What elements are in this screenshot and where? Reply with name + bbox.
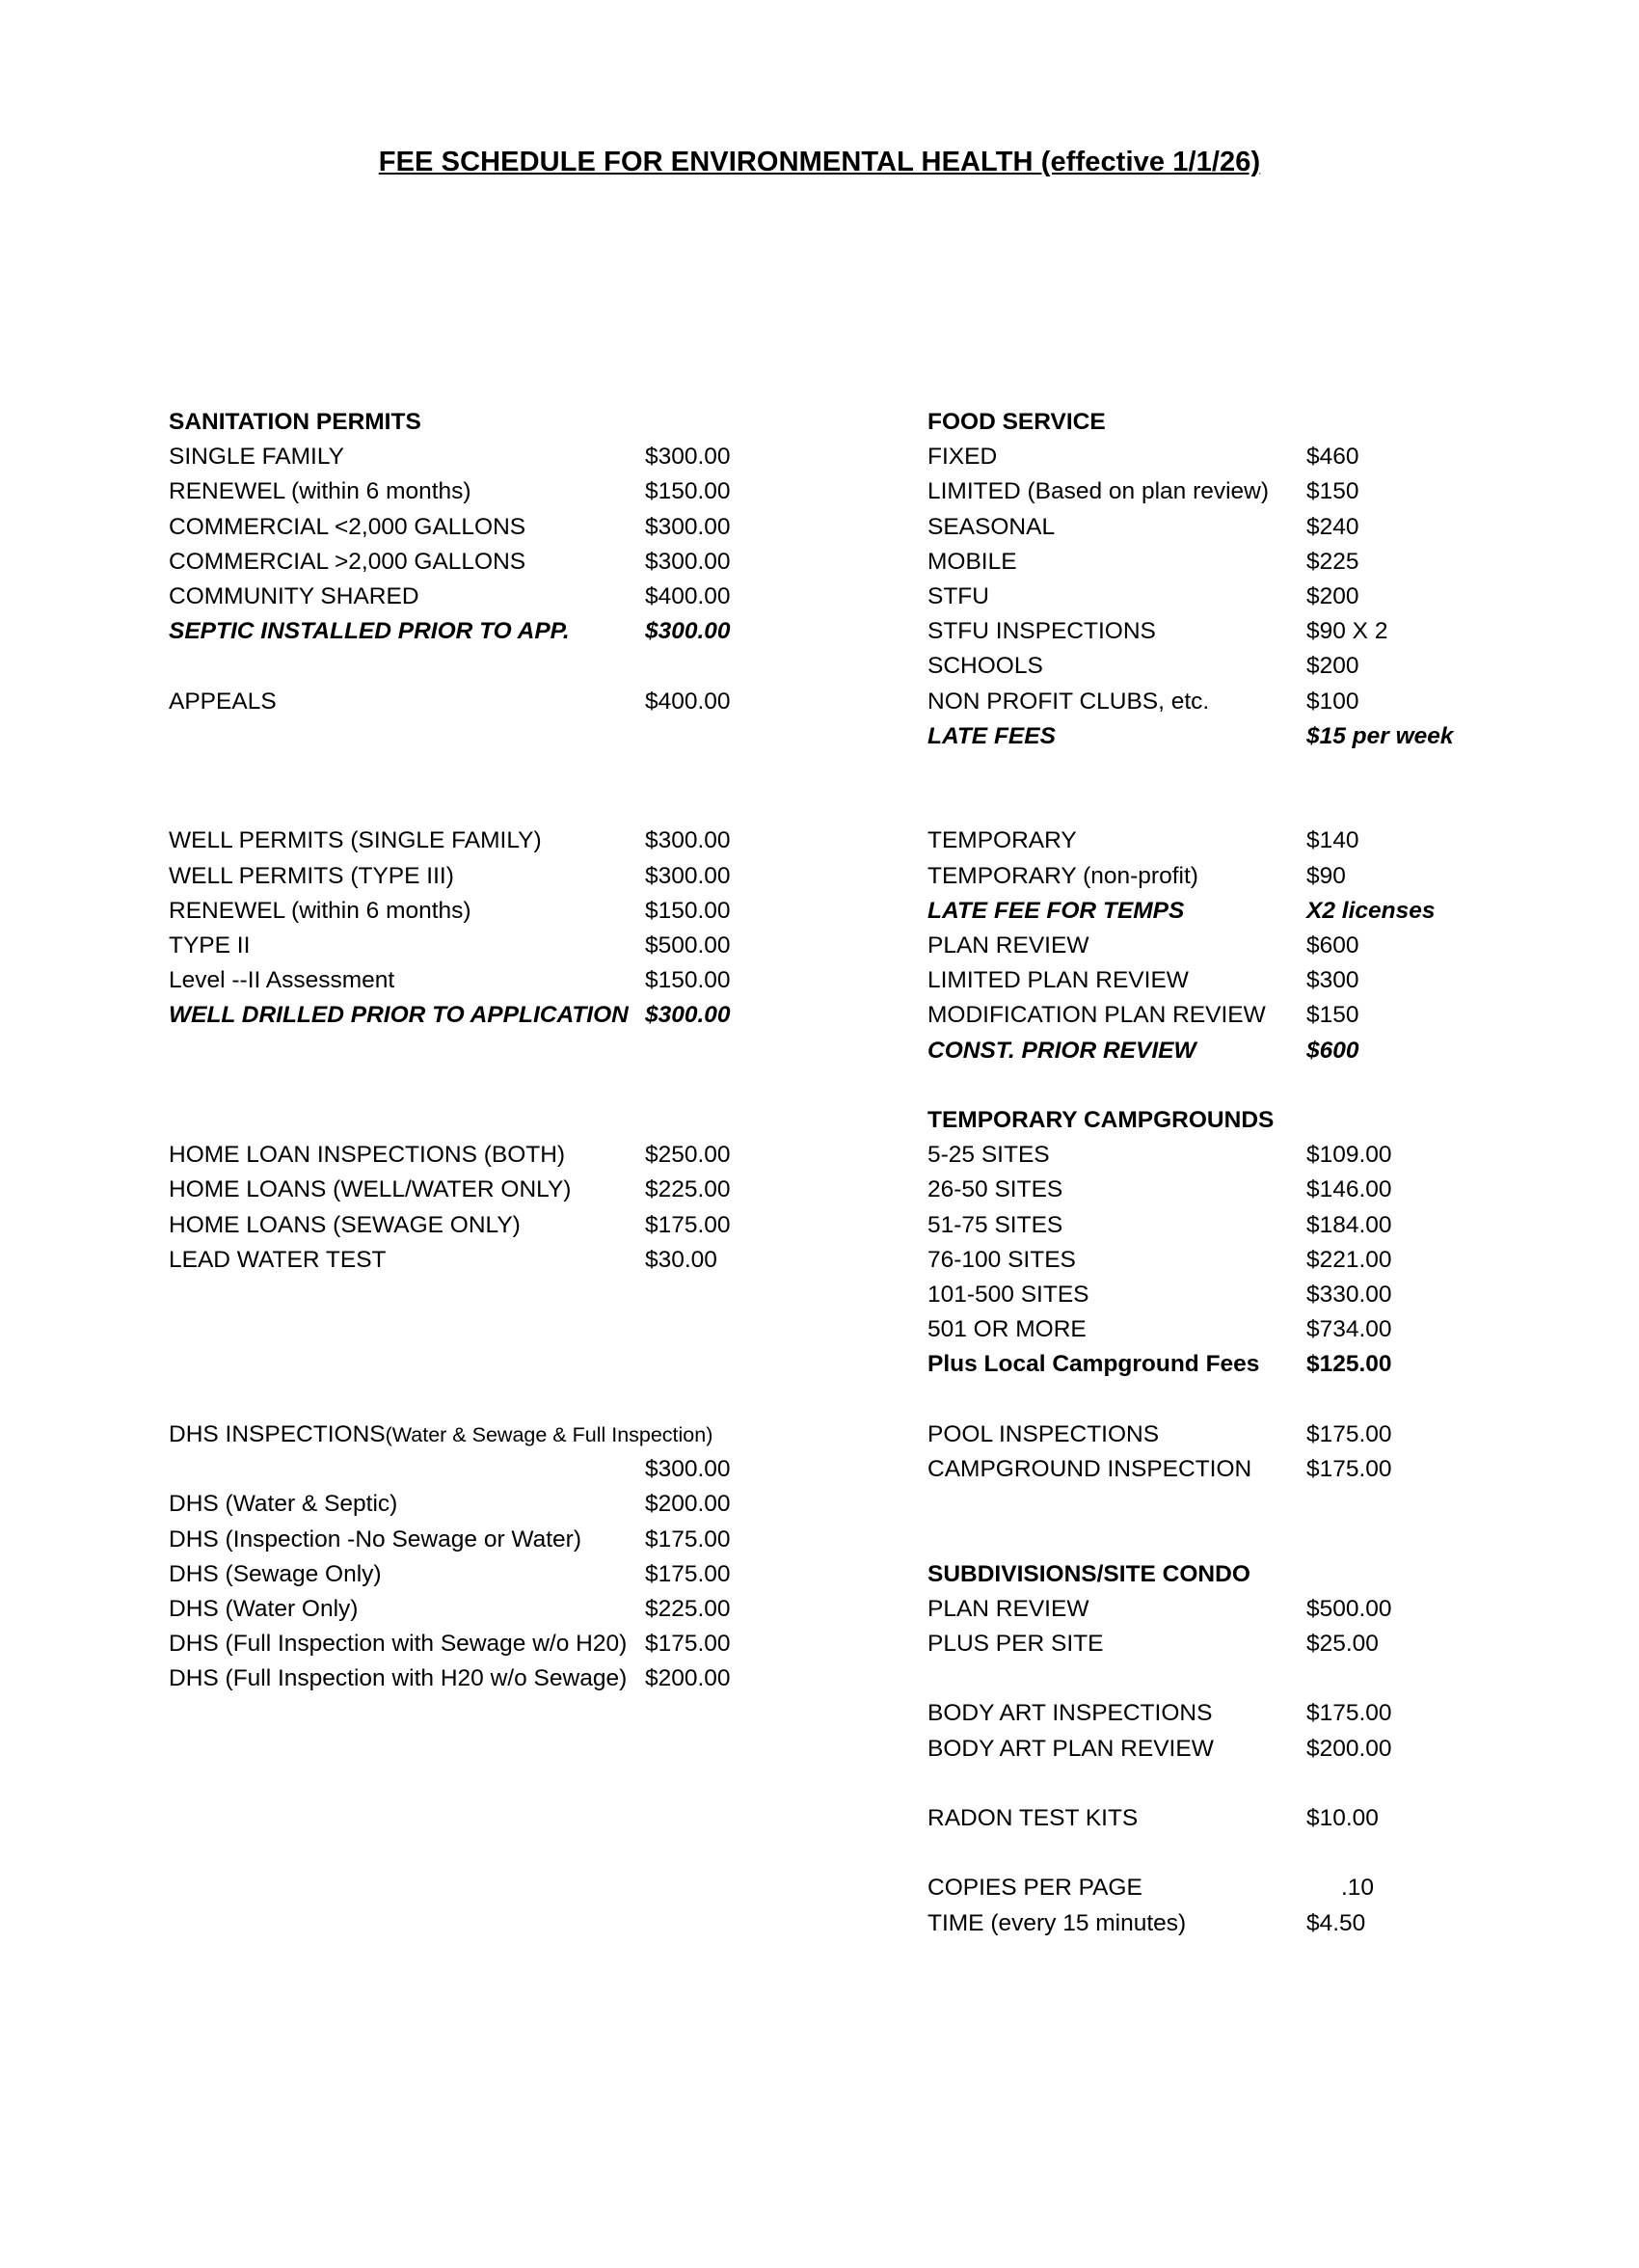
fee-row xyxy=(169,859,786,894)
fee-row xyxy=(169,580,786,614)
fee-row xyxy=(927,894,1467,929)
fee-row xyxy=(927,1347,1467,1382)
fee-value: $300.00 xyxy=(645,1002,731,1029)
fee-value: $15 per week xyxy=(1306,722,1454,749)
fee-label: RADON TEST KITS xyxy=(927,1805,1139,1832)
fee-value: $200.00 xyxy=(1306,1735,1392,1762)
fee-value: $100 xyxy=(1306,688,1359,715)
fee-row xyxy=(927,1696,1467,1731)
fee-schedule-document xyxy=(0,147,1639,2268)
fee-row xyxy=(169,1627,786,1661)
fee-value: $175.00 xyxy=(1306,1700,1392,1727)
dhs-heading-main: DHS INSPECTIONS xyxy=(169,1421,386,1448)
fee-value: $90 xyxy=(1306,862,1346,889)
fee-row xyxy=(927,963,1467,998)
fee-label: PLUS PER SITE xyxy=(927,1631,1104,1658)
fee-value: $175.00 xyxy=(1306,1420,1392,1447)
fee-label: DHS (Full Inspection with Sewage w/o H20) xyxy=(169,1631,628,1658)
fee-value: X2 licenses xyxy=(1306,897,1436,924)
section-heading-food-service: FOOD SERVICE xyxy=(927,409,1106,435)
fee-row xyxy=(169,929,786,963)
fee-row xyxy=(927,998,1467,1033)
fee-row xyxy=(927,685,1467,719)
fee-label: MOBILE xyxy=(927,548,1017,575)
fee-label: DHS (Water Only) xyxy=(169,1596,359,1623)
section-heading-sanitation-permits: SANITATION PERMITS xyxy=(169,409,421,435)
fee-label: TYPE II xyxy=(169,932,251,959)
fee-value: $300.00 xyxy=(645,618,731,645)
fee-row xyxy=(169,998,786,1033)
spacer xyxy=(169,1278,786,1418)
fee-label: LIMITED (Based on plan review) xyxy=(927,478,1270,505)
fee-label: RENEWEL (within 6 months) xyxy=(169,897,471,924)
fee-value: $150.00 xyxy=(645,478,731,505)
fee-value: $125.00 xyxy=(1306,1351,1392,1378)
page-title: FEE SCHEDULE FOR ENVIRONMENTAL HEALTH (effective 1/1/26) xyxy=(378,147,1261,177)
fee-label: 26-50 SITES xyxy=(927,1176,1063,1203)
fee-value: $175.00 xyxy=(645,1526,731,1552)
fee-value: $200.00 xyxy=(645,1491,731,1518)
fee-value: $146.00 xyxy=(1306,1176,1392,1203)
fee-row xyxy=(169,1661,786,1696)
fee-label: HOME LOAN INSPECTIONS (BOTH) xyxy=(169,1142,566,1169)
fee-value: $140 xyxy=(1306,827,1359,854)
fee-label: APPEALS xyxy=(169,688,277,715)
fee-label: BODY ART INSPECTIONS xyxy=(927,1700,1213,1727)
fee-label: COMMERCIAL >2,000 GALLONS xyxy=(169,548,526,575)
fee-label: BODY ART PLAN REVIEW xyxy=(927,1735,1214,1762)
fee-value: $175.00 xyxy=(1306,1456,1392,1483)
fee-row xyxy=(169,1592,786,1627)
fee-label: MODIFICATION PLAN REVIEW xyxy=(927,1002,1266,1029)
fee-label: TEMPORARY (non-profit) xyxy=(927,862,1198,889)
fee-label: NON PROFIT CLUBS, etc. xyxy=(927,688,1210,715)
spacer xyxy=(169,719,786,824)
fee-value: $500.00 xyxy=(645,932,731,959)
fee-row xyxy=(169,614,786,649)
fee-row xyxy=(927,859,1467,894)
fee-label: COPIES PER PAGE xyxy=(927,1875,1142,1902)
fee-row xyxy=(169,1557,786,1592)
fee-label: DHS (Full Inspection with H20 w/o Sewage) xyxy=(169,1665,628,1692)
fee-value: $150 xyxy=(1306,1002,1359,1029)
fee-label: LIMITED PLAN REVIEW xyxy=(927,967,1189,994)
fee-value: $300.00 xyxy=(645,1456,731,1483)
fee-row xyxy=(927,824,1467,858)
fee-label: SINGLE FAMILY xyxy=(169,444,344,471)
fee-value: $150 xyxy=(1306,478,1359,505)
fee-label: SCHOOLS xyxy=(927,653,1043,680)
fee-row xyxy=(927,1592,1467,1627)
fee-row xyxy=(169,1487,786,1522)
fee-value: $221.00 xyxy=(1306,1246,1392,1273)
fee-value: $300.00 xyxy=(645,862,731,889)
fee-label: Plus Local Campground Fees xyxy=(927,1351,1260,1378)
fee-label: LATE FEE FOR TEMPS xyxy=(927,897,1185,924)
fee-value: $400.00 xyxy=(645,688,731,715)
spacer xyxy=(169,1034,786,1139)
spacer xyxy=(927,1661,1467,1696)
left-column xyxy=(169,405,786,1697)
fee-value: $225.00 xyxy=(645,1176,731,1203)
fee-value: $300.00 xyxy=(645,444,731,471)
fee-label: PLAN REVIEW xyxy=(927,932,1089,959)
fee-row xyxy=(927,1452,1467,1487)
fee-value: $150.00 xyxy=(645,967,731,994)
fee-label: SEPTIC INSTALLED PRIOR TO APP. xyxy=(169,618,570,645)
fee-value: .10 xyxy=(1341,1875,1375,1902)
fee-label: HOME LOANS (WELL/WATER ONLY) xyxy=(169,1176,572,1203)
fee-label: POOL INSPECTIONS xyxy=(927,1420,1160,1447)
spacer xyxy=(169,649,786,684)
fee-row xyxy=(927,719,1467,754)
fee-row xyxy=(927,510,1467,545)
fee-row xyxy=(927,1418,1467,1452)
fee-row xyxy=(169,510,786,545)
spacer xyxy=(927,1383,1467,1418)
fee-value: $30.00 xyxy=(645,1246,717,1273)
fee-row xyxy=(169,545,786,580)
fee-row xyxy=(927,1278,1467,1312)
fee-row xyxy=(927,1312,1467,1347)
fee-label xyxy=(169,1452,645,1487)
fee-value: $300.00 xyxy=(645,513,731,540)
spacer xyxy=(927,1767,1467,1801)
fee-label: HOME LOANS (SEWAGE ONLY) xyxy=(169,1211,521,1238)
fee-label: COMMERCIAL <2,000 GALLONS xyxy=(169,513,526,540)
fee-value: $240 xyxy=(1306,513,1359,540)
fee-row xyxy=(927,474,1467,509)
fee-value: $600 xyxy=(1306,1037,1359,1064)
fee-label: 501 OR MORE xyxy=(927,1316,1087,1343)
fee-label: CONST. PRIOR REVIEW xyxy=(927,1037,1196,1064)
fee-row xyxy=(927,440,1467,474)
fee-row xyxy=(169,1523,786,1557)
right-column xyxy=(927,405,1467,1941)
fee-value: $90 X 2 xyxy=(1306,618,1388,645)
fee-row xyxy=(169,1243,786,1278)
fee-label: LEAD WATER TEST xyxy=(169,1246,387,1273)
fee-value: $460 xyxy=(1306,444,1359,471)
fee-row xyxy=(169,1138,786,1173)
fee-value: $4.50 xyxy=(1306,1909,1366,1936)
fee-label: WELL PERMITS (SINGLE FAMILY) xyxy=(169,827,542,854)
fee-row xyxy=(927,545,1467,580)
dhs-inspections-heading-row xyxy=(169,1418,786,1452)
fee-row xyxy=(169,440,786,474)
fee-value: $734.00 xyxy=(1306,1316,1392,1343)
fee-value: $300.00 xyxy=(645,548,731,575)
fee-row xyxy=(169,1452,786,1487)
fee-label: STFU INSPECTIONS xyxy=(927,618,1156,645)
fee-value: $200 xyxy=(1306,583,1359,610)
fee-row xyxy=(927,1801,1467,1836)
spacer xyxy=(927,1487,1467,1556)
fee-value: $300 xyxy=(1306,967,1359,994)
fee-value: $175.00 xyxy=(645,1211,731,1238)
fee-row-appeals xyxy=(169,685,786,719)
fee-label: WELL PERMITS (TYPE III) xyxy=(169,862,454,889)
fee-label: 5-25 SITES xyxy=(927,1142,1050,1169)
section-heading-temporary-campgrounds: TEMPORARY CAMPGROUNDS xyxy=(927,1107,1275,1134)
fee-value: $184.00 xyxy=(1306,1211,1392,1238)
fee-row xyxy=(169,1208,786,1243)
fee-row xyxy=(927,1034,1467,1068)
fee-row xyxy=(927,580,1467,614)
fee-row xyxy=(927,1138,1467,1173)
fee-label: TIME (every 15 minutes) xyxy=(927,1909,1187,1936)
fee-value: $150.00 xyxy=(645,897,731,924)
fee-label: FIXED xyxy=(927,444,998,471)
fee-value: $400.00 xyxy=(645,583,731,610)
fee-label: DHS (Inspection -No Sewage or Water) xyxy=(169,1526,581,1552)
fee-label: 51-75 SITES xyxy=(927,1211,1063,1238)
spacer xyxy=(927,1068,1467,1103)
fee-value: $330.00 xyxy=(1306,1282,1392,1309)
fee-label: WELL DRILLED PRIOR TO APPLICATION xyxy=(169,1002,629,1029)
fee-label: COMMUNITY SHARED xyxy=(169,583,419,610)
fee-value: $25.00 xyxy=(1306,1631,1379,1658)
fee-value: $175.00 xyxy=(645,1631,731,1658)
fee-row xyxy=(927,1243,1467,1278)
fee-row xyxy=(927,1208,1467,1243)
fee-row xyxy=(169,824,786,858)
fee-row xyxy=(169,894,786,929)
fee-value: $225.00 xyxy=(645,1596,731,1623)
fee-row xyxy=(927,649,1467,684)
fee-row xyxy=(927,929,1467,963)
fee-label: DHS (Sewage Only) xyxy=(169,1560,382,1587)
fee-value: $200 xyxy=(1306,653,1359,680)
fee-value: $500.00 xyxy=(1306,1595,1392,1622)
fee-row xyxy=(927,1906,1467,1941)
fee-value: $10.00 xyxy=(1306,1805,1379,1832)
fee-row xyxy=(927,1627,1467,1661)
fee-row xyxy=(927,1173,1467,1207)
fee-label: DHS (Water & Septic) xyxy=(169,1491,398,1518)
fee-label: RENEWEL (within 6 months) xyxy=(169,478,471,505)
dhs-heading-sub: (Water & Sewage & Full Inspection) xyxy=(385,1423,713,1447)
section-heading-subdivisions: SUBDIVISIONS/SITE CONDO xyxy=(927,1560,1250,1587)
fee-value: $600 xyxy=(1306,932,1359,959)
fee-value: $109.00 xyxy=(1306,1142,1392,1169)
fee-label: Level --II Assessment xyxy=(169,967,395,994)
fee-label: CAMPGROUND INSPECTION xyxy=(927,1456,1252,1483)
fee-row xyxy=(169,474,786,509)
fee-label: SEASONAL xyxy=(927,513,1056,540)
fee-label: PLAN REVIEW xyxy=(927,1595,1089,1622)
fee-row xyxy=(927,1732,1467,1767)
fee-value: $200.00 xyxy=(645,1665,731,1692)
fee-row xyxy=(169,963,786,998)
fee-label: 76-100 SITES xyxy=(927,1246,1076,1273)
fee-value: $225 xyxy=(1306,548,1359,575)
fee-label: LATE FEES xyxy=(927,722,1056,749)
fee-label: 101-500 SITES xyxy=(927,1282,1089,1309)
fee-row xyxy=(927,614,1467,649)
fee-label: STFU xyxy=(927,583,989,610)
fee-value: $250.00 xyxy=(645,1142,731,1169)
fee-row xyxy=(169,1173,786,1207)
fee-label: TEMPORARY xyxy=(927,827,1077,854)
fee-value: $175.00 xyxy=(645,1560,731,1587)
spacer xyxy=(927,1836,1467,1871)
fee-value: $300.00 xyxy=(645,827,731,854)
fee-row xyxy=(927,1871,1467,1905)
spacer xyxy=(927,754,1467,824)
